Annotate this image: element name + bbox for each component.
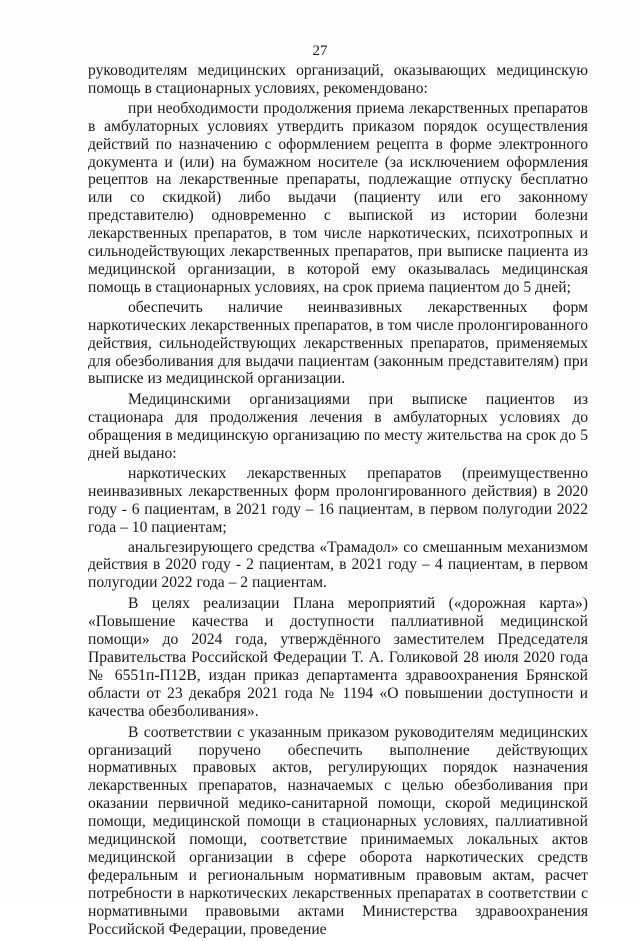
paragraph-noninvasive-forms: обеспечить наличие неинвазивных лекарственных форм наркотических лекарственных препаратов, в том числе пролонгированного действия, сильнодействующих лекарственных препаратов, применяемых для обезболивания для выдачи пациентам (законным представителям) при выписке из медицинской организации. <box>88 298 588 388</box>
paragraph-prescription-procedure: при необходимости продолжения приема лекарственных препаратов в амбулаторных условиях утвердить приказом порядок осуществления действий по назначению с оформлением рецепта в форме электронного документа и (или) на бумажном носителе (за исключением оформления рецептов на лекарственные препараты, подлежащие отпуску бесплатно или со скидкой) либо выдачи (пациенту или его законному представителю) одновременно с выпиской из истории болезни лекарственных препаратов, в том числе наркотических, психотропных и сильнодействующих лекарственных препаратов, при выписке пациента из медицинской организации, в которой ему оказывалась медицинская помощь в стационарных условиях, на срок приема пациентом до 5 дней; <box>88 99 588 296</box>
paragraph-roadmap-order: В целях реализации Плана мероприятий («дорожная карта») «Повышение качества и доступности паллиативной медицинской помощи» до 2024 года, утверждённого заместителем Председателя Правительства Российской Федерации Т. А. Голиковой 28 июля 2020 года № 6551п-П12В, издан приказ департамента здравоохранения Брянской области от 23 декабря 2021 года № 1194 «О повышении доступности и качества обезболивания». <box>88 595 588 720</box>
paragraph-order-instructions: В соответствии с указанным приказом руководителям медицинских организаций поручено обеспечить выполнение действующих нормативных правовых актов, регулирующих порядок назначения лекарственных препаратов, назначаемых с целью обезболивания при оказании первичной медико-санитарной помощи, скорой медицинской помощи, медицинской помощи в стационарных условиях, паллиативной медицинской помощи, соответствие принимаемых локальных актов медицинской организации в сфере оборота наркотических средств федеральным и региональным нормативным правовым актам, расчет потребности в наркотических лекарственных препаратах в соответствии с нормативными правовыми актами Министерства здравоохранения Российской Федерации, проведение <box>88 723 588 938</box>
paragraph-intro-continuation: руководителям медицинских организаций, оказывающих медицинскую помощь в стационарных условиях, рекомендовано: <box>88 62 588 97</box>
paragraph-discharge-issued: Медицинскими организациями при выписке пациентов из стационара для продолжения лечения в амбулаторных условиях до обращения в медицинскую организацию по месту жительства на срок до 5 дней выдано: <box>88 391 588 463</box>
paragraph-narcotic-stats: наркотических лекарственных препаратов (преимущественно неинвазивных лекарственных форм пролонгированного действия) в 2020 году - 6 пациентам, в 2021 году – 16 пациентам, в первом полугодии 2022 года – 10 пациентам; <box>88 464 588 536</box>
document-body <box>88 62 588 941</box>
paragraph-tramadol-stats: анальгезирующего средства «Трамадол» со смешанным механизмом действия в 2020 году - 2 пациентам, в 2021 году – 4 пациентам, в первом полугодии 2022 года – 2 пациентам. <box>88 538 588 592</box>
page-number: 27 <box>312 43 328 59</box>
